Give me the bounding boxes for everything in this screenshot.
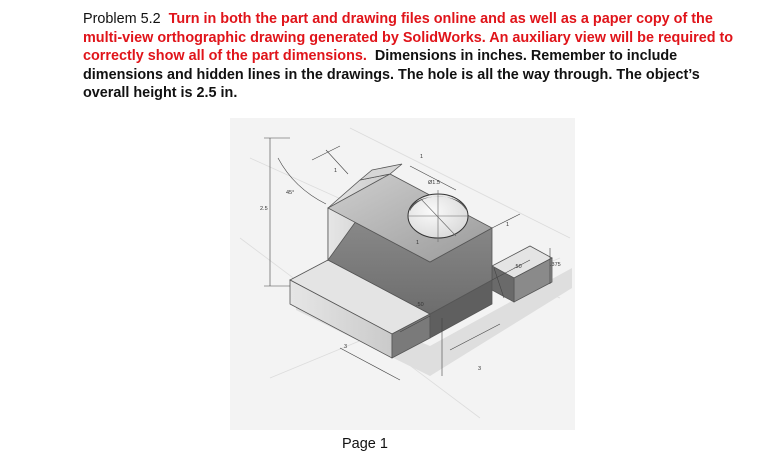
dim-right-offset: 1	[506, 222, 510, 228]
problem-specifications: Dimensions in inches. Remember to include dimensions and hidden lines in the drawings. The hole is all the way through. The object’s overall height is 2.5 in.	[83, 48, 700, 102]
problem-instructions: Turn in both the part and drawing files online and as well as a paper copy of the multi-view orthographic drawing generated by SolidWorks. An auxiliary view will be required to correctly show all of the part dimensions.	[83, 11, 734, 65]
dim-rib-thickness: .375	[550, 262, 561, 268]
dim-top-width: 1	[334, 168, 338, 174]
dim-base-length: 3	[344, 344, 348, 350]
dim-angle: 45°	[286, 190, 295, 196]
part-illustration	[230, 118, 575, 430]
dim-base-width: 3	[478, 366, 482, 372]
isometric-part-drawing	[230, 118, 575, 430]
dim-slot-depth: 1	[416, 240, 420, 246]
page-number: Page 1	[342, 436, 388, 452]
problem-statement	[83, 10, 743, 103]
problem-number: Problem 5.2	[83, 11, 161, 27]
dim-hole-center: 1	[420, 154, 424, 160]
dim-rib-height: .50	[514, 264, 522, 270]
dim-base-height: .50	[416, 302, 424, 308]
dim-overall-height: 2.5	[260, 206, 268, 212]
dim-hole-diameter: Ø1.5	[428, 180, 440, 186]
